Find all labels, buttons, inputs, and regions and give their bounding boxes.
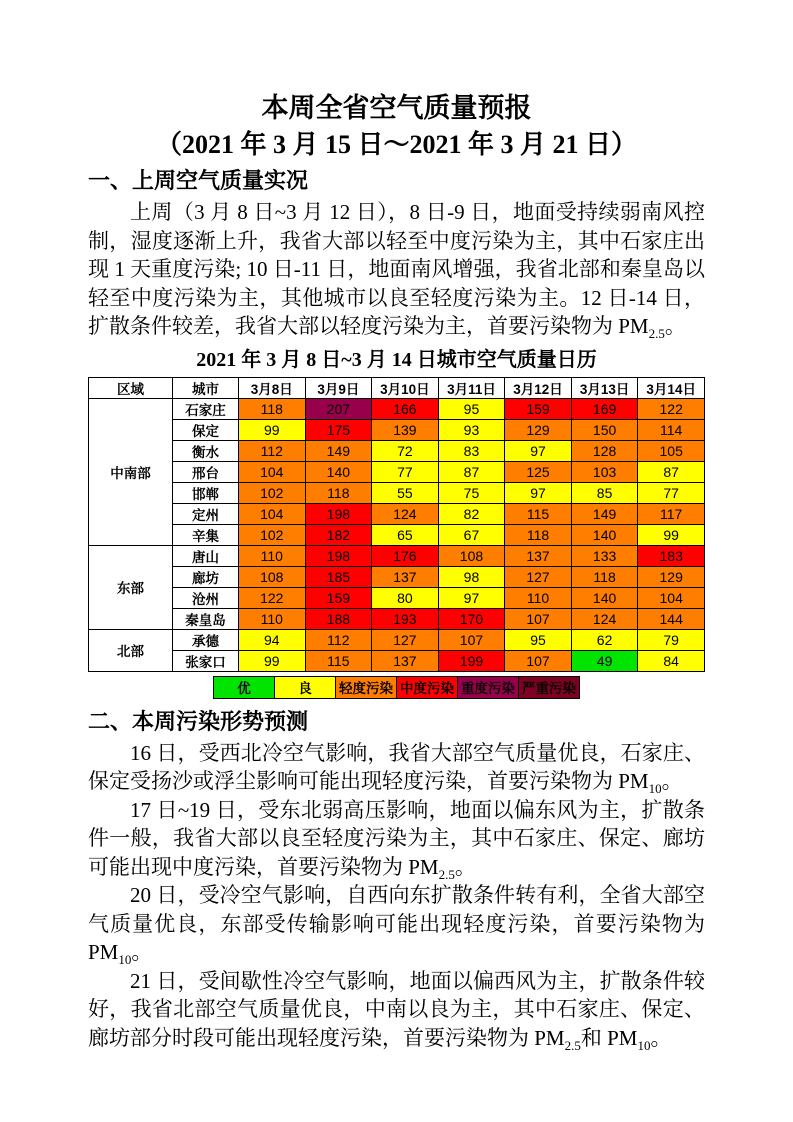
paragraph: 21 日，受间歇性冷空气影响，地面以偏西风为主，扩散条件较好，我省北部空气质量优良，中南以良为主，其中石家庄、保定、廊坊部分时段可能出现轻度污染，首要污染物为 $PM_{2.5}$和 $PM_{10}$。	[88, 968, 705, 1053]
aqi-value-cell: 110	[239, 545, 306, 566]
city-cell: 定州	[173, 503, 239, 524]
aqi-value-cell: 118	[571, 566, 638, 587]
aqi-value-cell: 170	[438, 608, 505, 629]
aqi-value-cell: 110	[239, 608, 306, 629]
region-cell: 中南部	[89, 398, 173, 545]
aqi-value-cell: 79	[638, 629, 705, 650]
table-row	[89, 587, 705, 608]
aqi-value-cell: 117	[638, 503, 705, 524]
aqi-value-cell: 149	[571, 503, 638, 524]
aqi-legend	[88, 676, 705, 699]
column-header: 区域	[89, 377, 173, 398]
aqi-value-cell: 193	[372, 608, 439, 629]
aqi-value-cell: 102	[239, 524, 306, 545]
aqi-value-cell: 198	[305, 503, 372, 524]
table-row	[89, 545, 705, 566]
aqi-value-cell: 139	[372, 419, 439, 440]
aqi-value-cell: 95	[505, 629, 572, 650]
legend-item: 中度污染	[396, 676, 458, 699]
aqi-value-cell: 94	[239, 629, 306, 650]
page-title: 本周全省空气质量预报	[261, 93, 532, 123]
city-cell: 石家庄	[173, 398, 239, 419]
city-cell: 邯郸	[173, 482, 239, 503]
paragraph: 17 日~19 日，受东北弱高压影响，地面以偏东风为主，扩散条件一般，我省大部以良至轻度污染为主，其中石家庄、保定、廊坊可能出现中度污染，首要污染物为 $PM_{2.5}$。	[88, 797, 705, 882]
aqi-value-cell: 85	[571, 482, 638, 503]
column-header: 3月12日	[505, 377, 572, 398]
paragraph: 16 日，受西北冷空气影响，我省大部空气质量优良，石家庄、保定受扬沙或浮尘影响可能出现轻度污染，首要污染物为 $PM_{10}$。	[88, 740, 705, 797]
subscript: 10	[637, 1037, 651, 1053]
city-cell: 承德	[173, 629, 239, 650]
city-cell: 廊坊	[173, 566, 239, 587]
subscript: 10	[118, 952, 132, 968]
aqi-value-cell: 105	[638, 440, 705, 461]
column-header: 3月13日	[571, 377, 638, 398]
aqi-value-cell: 93	[438, 419, 505, 440]
aqi-value-cell: 97	[438, 587, 505, 608]
section1-heading: 一、上周空气质量实况	[88, 168, 309, 193]
aqi-value-cell: 127	[372, 629, 439, 650]
aqi-value-cell: 115	[505, 503, 572, 524]
aqi-value-cell: 62	[571, 629, 638, 650]
paragraph: 上周（3 月 8 日~3 月 12 日），8 日-9 日，地面受持续弱南风控制，湿度逐渐上升，我省大部以轻至中度污染为主，其中石家庄出现 1 天重度污染; 10 日-11 日，地面南风增强，我省北部和秦皇岛以轻至中度污染为主，其他城市以良至轻度污染为主。12 日-14 日，扩散条件较差，我省大部以轻度污染为主，首要污染物为 $PM_{2.5}$。	[88, 200, 705, 342]
aqi-value-cell: 129	[638, 566, 705, 587]
city-cell: 邢台	[173, 461, 239, 482]
aqi-value-cell: 77	[372, 461, 439, 482]
aqi-value-cell: 97	[505, 482, 572, 503]
city-cell: 张家口	[173, 650, 239, 671]
aqi-value-cell: 122	[638, 398, 705, 419]
calendar-title: 2021 年 3 月 8 日~3 月 14 日城市空气质量日历	[196, 348, 597, 371]
region-cell: 东部	[89, 545, 173, 629]
legend-item: 重度污染	[457, 676, 519, 699]
aqi-value-cell: 95	[438, 398, 505, 419]
aqi-value-cell: 166	[372, 398, 439, 419]
aqi-value-cell: 125	[505, 461, 572, 482]
aqi-value-cell: 87	[438, 461, 505, 482]
aqi-value-cell: 49	[571, 650, 638, 671]
section2-paragraphs	[88, 739, 705, 1053]
table-row	[89, 650, 705, 671]
table-row	[89, 566, 705, 587]
aqi-value-cell: 98	[438, 566, 505, 587]
aqi-value-cell: 150	[571, 419, 638, 440]
aqi-value-cell: 159	[305, 587, 372, 608]
city-cell: 唐山	[173, 545, 239, 566]
table-row	[89, 524, 705, 545]
legend-item: 优	[213, 676, 275, 699]
aqi-value-cell: 104	[239, 461, 306, 482]
aqi-value-cell: 102	[239, 482, 306, 503]
aqi-value-cell: 159	[505, 398, 572, 419]
city-cell: 秦皇岛	[173, 608, 239, 629]
aqi-value-cell: 112	[305, 629, 372, 650]
table-row	[89, 461, 705, 482]
region-cell: 北部	[89, 629, 173, 671]
aqi-value-cell: 72	[372, 440, 439, 461]
paragraph: 20 日，受冷空气影响，自西向东扩散条件转有利，全省大部空气质量优良，东部受传输影响可能出现轻度污染，首要污染物为 $PM_{10}$。	[88, 883, 705, 968]
column-header: 3月10日	[372, 377, 439, 398]
subscript: 10	[648, 781, 662, 797]
aqi-value-cell: 140	[305, 461, 372, 482]
aqi-value-cell: 110	[505, 587, 572, 608]
aqi-value-cell: 118	[305, 482, 372, 503]
aqi-value-cell: 185	[305, 566, 372, 587]
aqi-value-cell: 149	[305, 440, 372, 461]
aqi-value-cell: 115	[305, 650, 372, 671]
section2-heading: 二、本周污染形势预测	[88, 708, 309, 734]
table-header-row	[89, 377, 705, 398]
aqi-value-cell: 103	[571, 461, 638, 482]
column-header: 城市	[173, 377, 239, 398]
aqi-value-cell: 129	[505, 419, 572, 440]
aqi-value-cell: 183	[638, 545, 705, 566]
aqi-value-cell: 99	[239, 419, 306, 440]
aqi-value-cell: 80	[372, 587, 439, 608]
aqi-value-cell: 87	[638, 461, 705, 482]
city-cell: 衡水	[173, 440, 239, 461]
aqi-value-cell: 118	[239, 398, 306, 419]
aqi-value-cell: 133	[571, 545, 638, 566]
aqi-value-cell: 118	[505, 524, 572, 545]
aqi-value-cell: 77	[638, 482, 705, 503]
subscript: 2.5	[648, 326, 665, 342]
table-row	[89, 398, 705, 419]
city-cell: 沧州	[173, 587, 239, 608]
table-row	[89, 482, 705, 503]
table-row	[89, 503, 705, 524]
aqi-value-cell: 82	[438, 503, 505, 524]
section1-paragraphs	[88, 198, 705, 341]
aqi-calendar-table	[88, 377, 705, 672]
subscript: 2.5	[438, 866, 455, 882]
city-cell: 保定	[173, 419, 239, 440]
aqi-value-cell: 144	[638, 608, 705, 629]
aqi-value-cell: 108	[438, 545, 505, 566]
column-header: 3月11日	[438, 377, 505, 398]
aqi-value-cell: 67	[438, 524, 505, 545]
legend-item: 严重污染	[518, 676, 580, 699]
aqi-value-cell: 188	[305, 608, 372, 629]
aqi-value-cell: 169	[571, 398, 638, 419]
aqi-value-cell: 182	[305, 524, 372, 545]
city-cell: 辛集	[173, 524, 239, 545]
legend-item: 轻度污染	[335, 676, 397, 699]
aqi-value-cell: 140	[571, 587, 638, 608]
aqi-value-cell: 83	[438, 440, 505, 461]
column-header: 3月14日	[638, 377, 705, 398]
aqi-value-cell: 99	[638, 524, 705, 545]
aqi-value-cell: 137	[372, 650, 439, 671]
aqi-value-cell: 127	[505, 566, 572, 587]
aqi-value-cell: 124	[571, 608, 638, 629]
aqi-value-cell: 124	[372, 503, 439, 524]
column-header: 3月8日	[239, 377, 306, 398]
legend-item: 良	[274, 676, 336, 699]
aqi-value-cell: 198	[305, 545, 372, 566]
aqi-value-cell: 199	[438, 650, 505, 671]
aqi-value-cell: 107	[505, 608, 572, 629]
aqi-value-cell: 104	[638, 587, 705, 608]
aqi-value-cell: 84	[638, 650, 705, 671]
aqi-value-cell: 137	[505, 545, 572, 566]
aqi-value-cell: 137	[372, 566, 439, 587]
aqi-value-cell: 112	[239, 440, 306, 461]
aqi-value-cell: 55	[372, 482, 439, 503]
aqi-value-cell: 107	[505, 650, 572, 671]
table-row	[89, 629, 705, 650]
aqi-value-cell: 207	[305, 398, 372, 419]
page-subtitle: （2021 年 3 月 15 日～2021 年 3 月 21 日）	[155, 130, 637, 159]
aqi-value-cell: 114	[638, 419, 705, 440]
aqi-value-cell: 75	[438, 482, 505, 503]
aqi-value-cell: 122	[239, 587, 306, 608]
aqi-value-cell: 108	[239, 566, 306, 587]
subscript: 2.5	[564, 1037, 581, 1053]
aqi-value-cell: 107	[438, 629, 505, 650]
aqi-value-cell: 176	[372, 545, 439, 566]
column-header: 3月9日	[305, 377, 372, 398]
table-row	[89, 440, 705, 461]
aqi-value-cell: 104	[239, 503, 306, 524]
aqi-value-cell: 65	[372, 524, 439, 545]
table-row	[89, 419, 705, 440]
aqi-value-cell: 97	[505, 440, 572, 461]
aqi-value-cell: 175	[305, 419, 372, 440]
aqi-value-cell: 128	[571, 440, 638, 461]
aqi-value-cell: 99	[239, 650, 306, 671]
aqi-value-cell: 140	[571, 524, 638, 545]
table-row	[89, 608, 705, 629]
